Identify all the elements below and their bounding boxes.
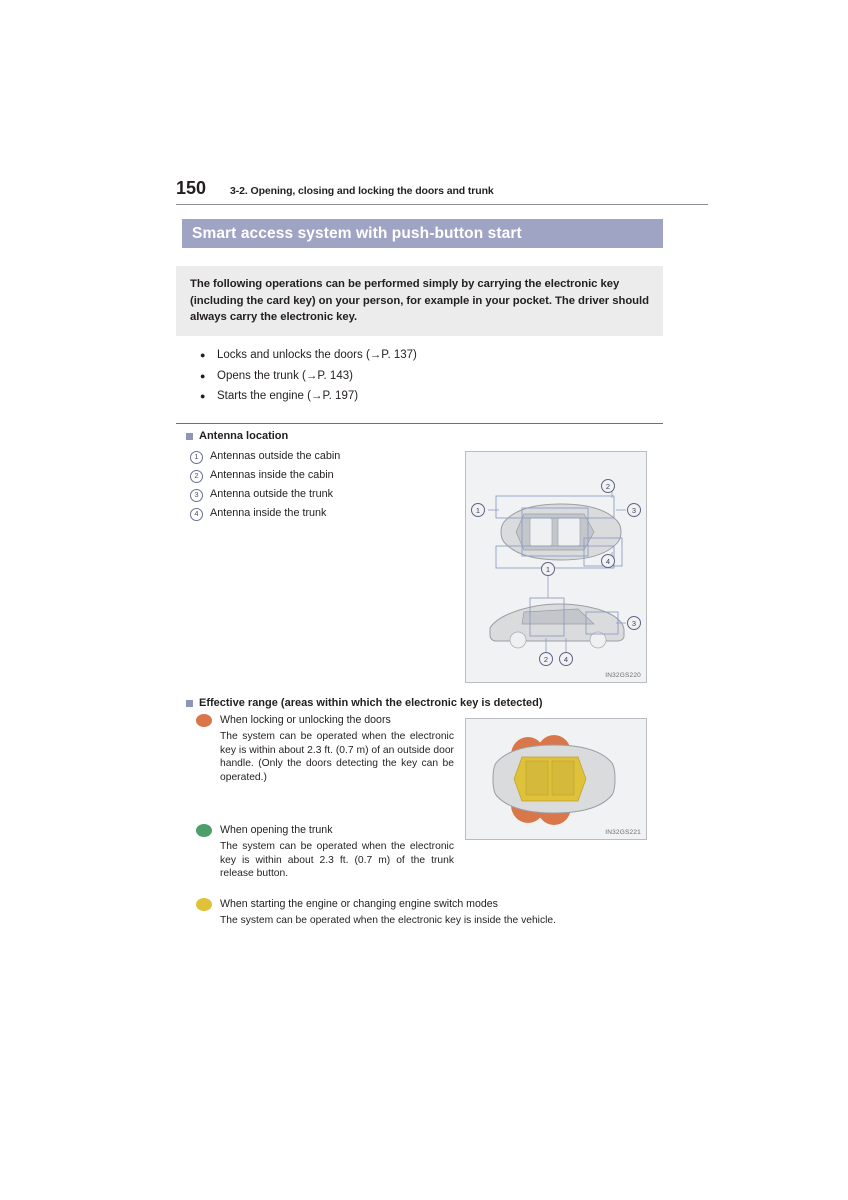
header-section-title: 3-2. Opening, closing and locking the doors and trunk — [230, 185, 494, 197]
range-block-header — [196, 713, 454, 727]
circled-number-icon: 2 — [190, 470, 203, 483]
figure-code: IN32GS220 — [605, 672, 641, 679]
list-item-label: Opens the trunk (→P. 143) — [217, 369, 353, 382]
page-header — [176, 178, 708, 199]
list-item — [190, 506, 460, 521]
range-block-title: When locking or unlocking the doors — [220, 714, 391, 726]
square-bullet-icon — [186, 433, 193, 440]
effective-range-heading — [186, 697, 543, 709]
intro-text: The following operations can be performed simply by carrying the electronic key (including the card key) on your person, for example in your pocket. The driver should always carry the electronic key. — [190, 278, 649, 323]
intro-callout-box — [176, 266, 663, 336]
callout-marker-2-top: 2 — [601, 479, 615, 493]
list-item — [190, 487, 460, 502]
list-item — [200, 389, 670, 403]
bullet-icon: ● — [200, 391, 206, 401]
operations-list — [200, 348, 670, 410]
bullet-icon: ● — [200, 350, 206, 360]
range-block-title: When opening the trunk — [220, 824, 333, 836]
antenna-location-heading — [186, 430, 288, 442]
bullet-icon: ● — [200, 370, 206, 381]
callout-marker-4-side: 4 — [559, 652, 573, 666]
list-item-label: Antennas outside the cabin — [210, 450, 341, 462]
callout-marker-3-side: 3 — [627, 616, 641, 630]
list-item — [200, 348, 670, 362]
callout-marker-3-top: 3 — [627, 503, 641, 517]
callout-marker-4-top: 4 — [601, 554, 615, 568]
figure-code: IN32GS221 — [605, 829, 641, 836]
range-block-doors — [196, 713, 454, 784]
range-block-title: When starting the engine or changing engine switch modes — [220, 898, 498, 910]
square-bullet-icon — [186, 700, 193, 707]
circled-number-icon: 1 — [190, 451, 203, 464]
antenna-location-heading-label: Antenna location — [199, 430, 289, 442]
list-item-label: Starts the engine (→P. 197) — [217, 390, 359, 402]
yellow-zone-swatch-icon — [196, 898, 212, 911]
orange-zone-swatch-icon — [196, 714, 212, 727]
antenna-list — [190, 449, 460, 525]
antenna-location-figure — [465, 451, 647, 683]
list-item-label: Antennas inside the cabin — [210, 469, 334, 481]
list-item — [190, 449, 460, 464]
callout-marker-1-top: 1 — [471, 503, 485, 517]
range-block-engine — [196, 897, 656, 928]
list-item-label: Locks and unlocks the doors (→P. 137) — [217, 349, 417, 361]
range-block-trunk — [196, 823, 454, 881]
list-item-label: Antenna outside the trunk — [210, 488, 334, 500]
effective-range-heading-label: Effective range (areas within which the electronic key is detected) — [199, 697, 543, 709]
range-block-header — [196, 897, 656, 911]
list-item — [200, 369, 670, 383]
callout-marker-1-side: 1 — [541, 562, 555, 576]
callout-marker-2-side: 2 — [539, 652, 553, 666]
effective-range-illustration — [466, 719, 646, 839]
section-title: Smart access system with push-button start — [192, 224, 522, 242]
circled-number-icon: 4 — [190, 508, 203, 521]
circled-number-icon: 3 — [190, 489, 203, 502]
content-divider — [176, 423, 663, 424]
list-item — [190, 468, 460, 483]
page-number: 150 — [176, 178, 207, 198]
effective-range-figure — [465, 718, 647, 840]
range-block-header — [196, 823, 454, 837]
range-block-body: The system can be operated when the electronic key is within about 2.3 ft. (0.7 m) of an outside door handle. (Only the doors detecting the key can be operated.) — [220, 731, 454, 783]
section-title-bar — [176, 219, 663, 248]
range-block-body: The system can be operated when the electronic key is inside the vehicle. — [220, 915, 556, 926]
antenna-location-illustration — [466, 452, 646, 682]
range-block-body: The system can be operated when the electronic key is within about 2.3 ft. (0.7 m) of the trunk release button. — [220, 841, 454, 879]
green-zone-swatch-icon — [196, 824, 212, 837]
list-item-label: Antenna inside the trunk — [210, 507, 327, 519]
section-bar-accent — [176, 219, 182, 248]
header-divider — [176, 204, 708, 205]
